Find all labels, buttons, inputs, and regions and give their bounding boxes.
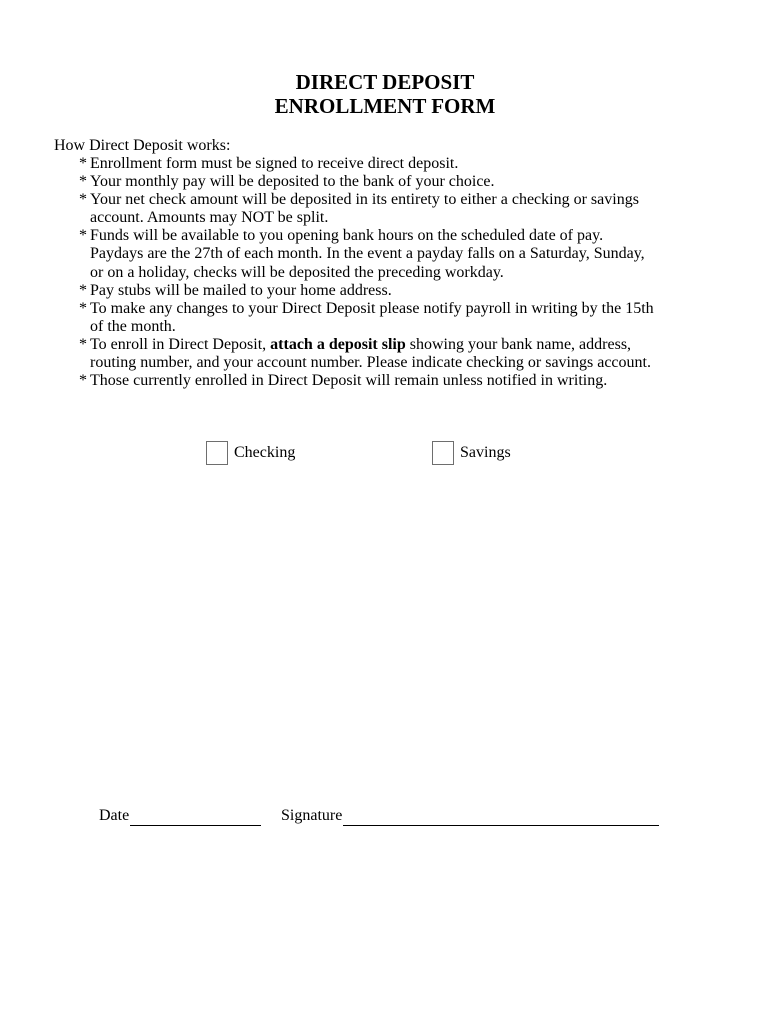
instruction-item [79,282,729,300]
savings-option[interactable] [432,441,511,465]
signature-label: Signature [281,807,343,824]
bullet-asterisk: * [79,299,87,317]
bullet-asterisk: * [79,173,87,191]
instruction-emphasis: attach a deposit slip [270,335,406,353]
bullet-asterisk: * [79,372,87,390]
signature-field[interactable] [343,808,659,826]
bullet-asterisk: * [79,227,87,245]
bullet-asterisk: * [79,155,87,172]
instruction-text-part: To enroll in Direct Deposit, [90,335,271,353]
bullet-asterisk: * [79,191,87,209]
instruction-text: routing number, and your account number. Please indicate checking or savings account. [90,354,651,372]
instruction-text: Your net check amount will be deposited in its entirety to either a checking or savings [90,191,639,209]
checking-label: Checking [234,444,296,461]
instruction-text: Funds will be available to you opening bank hours on the scheduled date of pay. [90,227,604,245]
date-line [99,806,261,826]
instruction-item [79,300,729,336]
form-title-line-2: ENROLLMENT FORM [274,94,496,118]
intro-heading: How Direct Deposit works: [54,137,231,154]
instruction-text: account. Amounts may NOT be split. [90,209,329,227]
instruction-item [79,336,729,372]
instruction-text: Paydays are the 27th of each month. In the event a payday falls on a Saturday, Sunday, [90,245,645,263]
instruction-text: or on a holiday, checks will be deposited the preceding workday. [90,263,504,281]
checking-checkbox[interactable] [206,441,228,465]
instruction-text: of the month. [90,317,176,335]
instruction-text: Enrollment form must be signed to receive direct deposit. [90,155,459,172]
instruction-item [79,173,729,191]
instruction-item [79,372,729,390]
instruction-text-part: showing your bank name, address, [405,335,632,353]
bullet-asterisk: * [79,281,87,299]
date-field[interactable] [130,808,261,826]
instruction-item [79,191,729,227]
instruction-text: Your monthly pay will be deposited to the bank of your choice. [90,173,495,191]
instruction-item [79,227,729,281]
instruction-item [79,155,729,173]
instruction-text [90,336,729,354]
savings-label: Savings [460,444,511,461]
instruction-text: To make any changes to your Direct Deposit please notify payroll in writing by the 15th [90,299,654,317]
signature-line [281,806,659,826]
form-title-line-1: DIRECT DEPOSIT [295,70,475,94]
instruction-text: Those currently enrolled in Direct Deposit will remain unless notified in writing. [90,372,608,390]
checking-option[interactable] [206,441,295,465]
date-label: Date [99,807,130,824]
instructions-list [79,155,729,390]
bullet-asterisk: * [79,335,87,353]
savings-checkbox[interactable] [432,441,454,465]
instruction-text: Pay stubs will be mailed to your home address. [90,281,392,299]
